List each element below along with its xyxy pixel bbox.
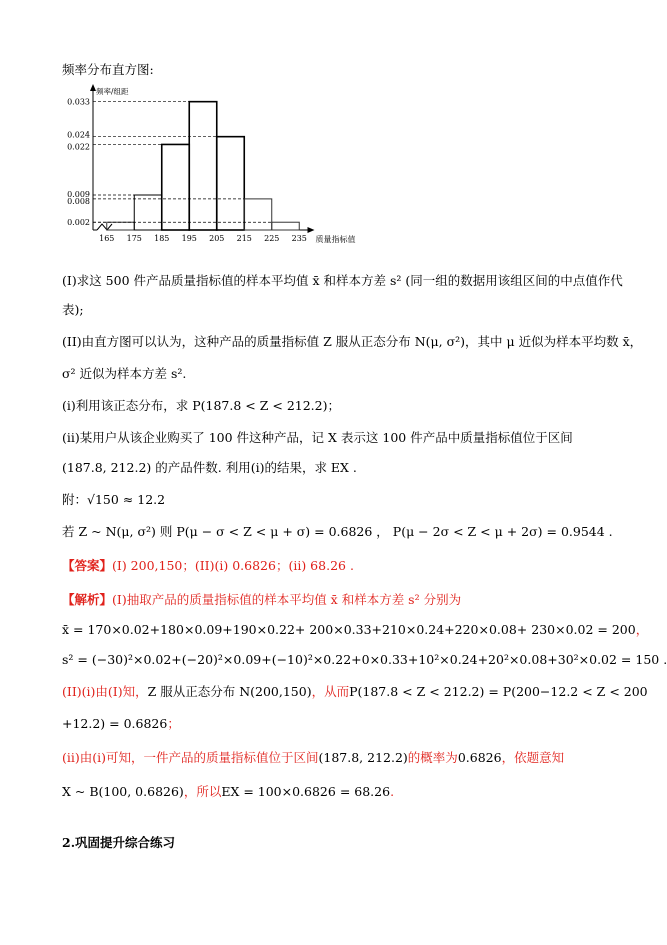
histogram-bar [272,222,300,230]
question-1-line-1: (I)求这 500 件产品质量指标值的样本平均值 x̄ 和样本方差 s² (同一组的数据用该组区间的中点值作代 [62,273,623,288]
histogram-bar [162,144,190,230]
part-ii-ii-interval: (187.8, 212.2) [318,750,408,765]
part-ii-i-tail: ； [167,716,180,731]
part-ii-i-result: +12.2) = 0.6826 [62,716,168,731]
part-ii-i-thus: ，从而 [311,684,350,699]
x-tick-label: 195 [181,234,197,243]
appendix-note: 附：√150 ≈ 12.2 [62,492,166,507]
histogram-bar [244,199,272,230]
part-ii-ii-prefix: (ii)由(i)可知，一件产品的质量指标值位于区间 [62,750,319,765]
x-tick-label: 235 [291,234,307,243]
y-axis-title: 频率/组距 [96,87,129,96]
x-axis-arrow [308,227,315,233]
y-tick-label: 0.009 [67,190,90,199]
part-ii-i-line-2 [62,716,180,732]
histogram-bar [217,137,245,230]
part-ii-ii-binomial: X ~ B(100, 0.6826) [62,784,184,799]
part-ii-i-distribution: Z 服从正态分布 N(200,150) [147,684,312,699]
y-tick-label: 0.022 [67,142,90,152]
part-ii-ii-expectation: EX = 100×0.6826 = 68.26 [221,784,391,799]
part-ii-ii-prob-value: 0.6826 [457,750,502,765]
mean-equation-tail: ， [635,622,649,637]
normal-rule: 若 Z ~ N(μ, σ²) 则 P(μ − σ < Z < μ + σ) = 0.6826 ， P(μ − 2σ < Z < μ + 2σ) = 0.9544 . [62,524,613,539]
y-tick-label: 0.033 [67,97,90,107]
variance-equation: s² = (−30)²×0.02+(−20)²×0.09+(−10)²×0.22+0×0.33+10²×0.24+20²×0.08+30²×0.02 = 150 . [62,652,667,667]
x-tick-label: 165 [99,234,115,243]
x-tick-label: 205 [209,234,225,243]
histogram-caption: 频率分布直方图: [62,62,154,77]
section-title: 2.巩固提升综合练习 [62,835,176,850]
histogram-bar [134,195,162,230]
answer-line [62,558,354,574]
question-1-line-2: 表); [62,302,84,317]
part-ii-ii-conclusion: ，依题意知 [501,750,565,765]
question-2-part-ii-line-1: (ii)某用户从该企业购买了 100 件这种产品，记 X 表示这 100 件产品中质量指标值位于区间 [62,430,573,445]
part-ii-ii-period: . [390,784,395,799]
part-ii-i-line-1 [62,684,648,700]
question-2-part-i: (i)利用该正态分布，求 P(187.8 < Z < 212.2)； [62,398,340,413]
question-2-part-ii-line-2: (187.8, 212.2) 的产品件数. 利用(i)的结果，求 EX . [62,460,357,475]
x-tick-label: 185 [154,234,170,243]
part-ii-ii-line-1 [62,750,564,766]
part-ii-ii-so: ，所以 [183,784,222,799]
part-ii-ii-line-2 [62,784,394,800]
x-tick-label: 225 [264,234,280,243]
analysis-body: (I)抽取产品的质量指标值的样本平均值 x̄ 和样本方差 s² 分别为 [112,592,462,607]
x-tick-label: 175 [126,234,142,243]
question-2-line-1: (II)由直方图可以认为，这种产品的质量指标值 Z 服从正态分布 N(μ, σ²)，其中 μ 近似为样本平均数 x̄， [62,334,643,349]
answer-tag: 【答案】 [62,558,113,573]
answer-body: (I) 200,150；(II)(i) 0.6826；(ii) 68.26 . [112,558,354,573]
x-tick-label: 215 [236,234,252,243]
mean-equation-line [62,622,648,638]
y-tick-label: 0.008 [67,196,90,206]
part-ii-i-prefix: (II)(i)由(I)知， [62,684,148,699]
y-tick-label: 0.024 [67,130,90,140]
analysis-tag: 【解析】 [62,592,113,607]
part-ii-ii-prob-label: 的概率为 [407,750,458,765]
part-ii-i-probability: P(187.8 < Z < 212.2) = P(200−12.2 < Z < 200 [349,684,648,699]
analysis-line [62,592,461,608]
x-axis-title: 质量指标值 [315,235,356,244]
x-axis-break [97,224,112,230]
mean-equation: x̄ = 170×0.02+180×0.09+190×0.22+ 200×0.33+210×0.24+220×0.08+ 230×0.02 = 200 [62,622,636,637]
histogram-bar [189,102,217,230]
frequency-histogram [58,82,388,252]
question-2-line-2: σ² 近似为样本方差 s². [62,366,187,381]
y-tick-label: 0.002 [67,218,90,228]
